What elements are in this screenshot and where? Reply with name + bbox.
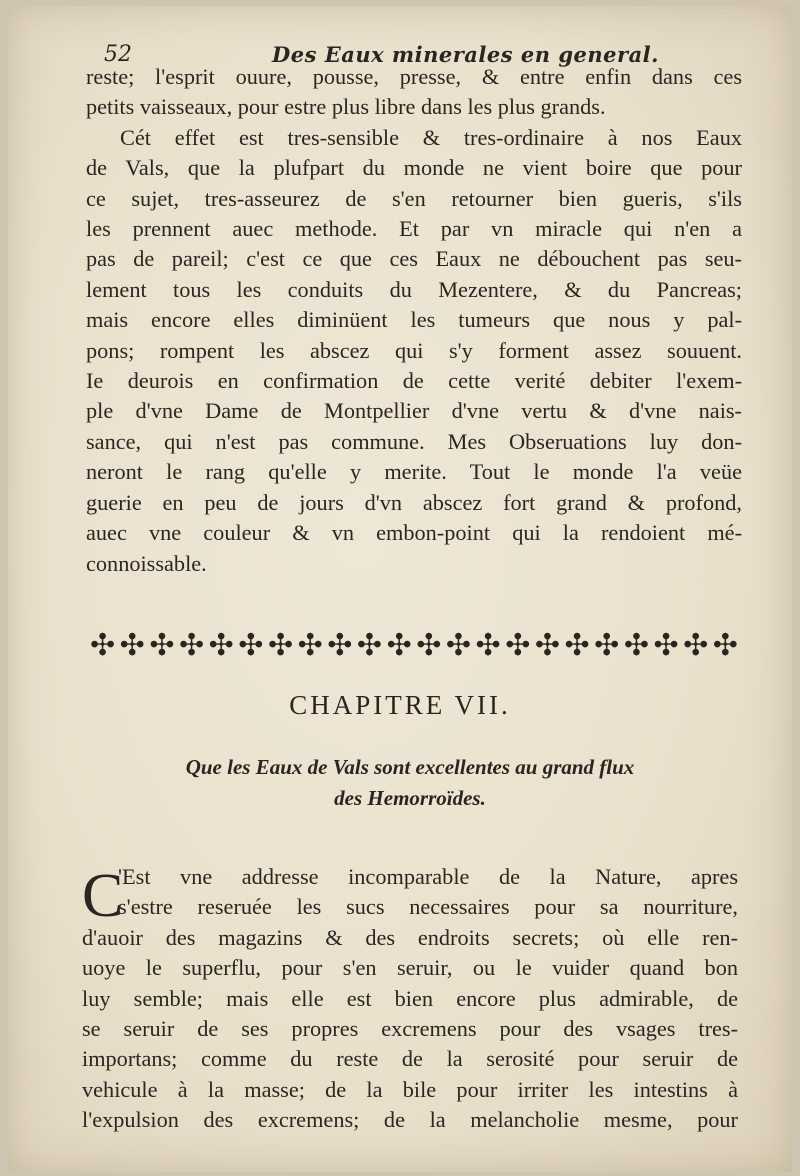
text-line: connoissable. xyxy=(86,550,207,576)
chapter-subtitle xyxy=(110,752,710,814)
fleuron-icon: ✣ xyxy=(505,628,531,663)
fleuron-icon: ✣ xyxy=(416,628,442,663)
fleuron-icon: ✣ xyxy=(445,628,472,663)
fleuron-icon: ✣ xyxy=(238,628,264,663)
text-line: 'Est vne addresse incomparable de la Nature, apres xyxy=(118,864,738,889)
fleuron-icon: ✣ xyxy=(149,628,175,663)
text-line: pas de pareil; c'est ce que ces Eaux ne débouchent pas seu- xyxy=(86,246,742,272)
text-line: reste; l'esprit ouure, pousse, presse, & entre enfin dans ces xyxy=(86,64,742,89)
text-line: se seruir de ses propres excremens pour des vsages tres- xyxy=(82,1016,738,1042)
fleuron-icon: ✣ xyxy=(178,628,205,663)
text-line: sance, qui n'est pas commune. Mes Obseruations luy don- xyxy=(86,428,742,454)
text-line: guerie en peu de jours d'vn abscez fort grand & profond, xyxy=(86,489,742,515)
fleuron-icon: ✣ xyxy=(208,628,234,663)
subtitle-line: des Hemorroïdes. xyxy=(334,786,486,810)
fleuron-icon: ✣ xyxy=(623,628,649,663)
running-head: Des Eaux minerales en general. xyxy=(272,42,659,67)
fleuron-icon: ✣ xyxy=(653,628,679,663)
text-line: neront le rang qu'elle y merite. Tout le monde l'a veüe xyxy=(86,459,742,485)
text-line: mais encore elles diminüent les tumeurs que nous y pal- xyxy=(86,307,742,333)
fleuron-icon: ✣ xyxy=(564,628,590,663)
fleuron-icon: ✣ xyxy=(297,628,323,663)
fleuron-icon: ✣ xyxy=(594,628,620,663)
drop-cap: C xyxy=(82,862,124,930)
text-line: l'expulsion des excremens; de la melancholie mesme, pour xyxy=(82,1107,738,1133)
body-text xyxy=(86,62,742,579)
fleuron-icon: ✣ xyxy=(267,628,294,663)
text-line: lement tous les conduits du Mezentere, & du Pancreas; xyxy=(86,276,742,302)
fleuron-icon: ✣ xyxy=(712,628,738,663)
text-line: Ie deurois en confirmation de cette verité debiter l'exem- xyxy=(86,368,742,394)
fleuron-icon: ✣ xyxy=(683,628,709,663)
page-number: 52 xyxy=(104,42,132,67)
text-line: vehicule à la masse; de la bile pour irriter les intestins à xyxy=(82,1076,738,1102)
fleuron-icon: ✣ xyxy=(534,628,560,663)
fleuron-icon: ✣ xyxy=(386,628,412,663)
chapter-body xyxy=(82,862,738,1136)
ornament-divider xyxy=(90,626,738,666)
text-line: s'estre reseruée les sucs necessaires pour sa nourriture, xyxy=(118,894,738,920)
text-line: luy semble; mais elle est bien encore plus admirable, de xyxy=(82,985,738,1011)
text-line: uoye le superflu, pour s'en seruir, ou le vuider quand bon xyxy=(82,955,738,981)
chapter-title: CHAPITRE VII. xyxy=(289,690,511,720)
text-line: de Vals, que la plufpart du monde ne vient boire que pour xyxy=(86,155,742,181)
fleuron-icon: ✣ xyxy=(327,628,353,663)
fleuron-icon: ✣ xyxy=(90,628,116,663)
subtitle-line: Que les Eaux de Vals sont excellentes au grand flux xyxy=(185,755,635,779)
text-line: pons; rompent les abscez qui s'y forment assez souuent. xyxy=(86,337,742,363)
fleuron-icon: ✣ xyxy=(119,628,145,663)
text-line: d'auoir des magazins & des endroits secrets; où elle ren- xyxy=(82,924,738,950)
text-line: ple d'vne Dame de Montpellier d'vne vertu & d'vne nais- xyxy=(86,398,742,424)
text-line: auec vne couleur & vn embon-point qui la rendoient mé- xyxy=(86,520,742,546)
fleuron-icon: ✣ xyxy=(356,628,383,663)
text-line: les prennent auec methode. Et par vn miracle qui n'en a xyxy=(86,216,742,242)
fleuron-icon: ✣ xyxy=(475,628,501,663)
text-line: importans; comme du reste de la serosité pour seruir de xyxy=(82,1046,738,1072)
text-line: petits vaisseaux, pour estre plus libre dans les plus grands. xyxy=(86,94,606,120)
text-line: ce sujet, tres-asseurez de s'en retourner bien gueris, s'ils xyxy=(86,185,742,211)
text-line: Cét effet est tres-sensible & tres-ordinaire à nos Eaux xyxy=(120,124,742,150)
